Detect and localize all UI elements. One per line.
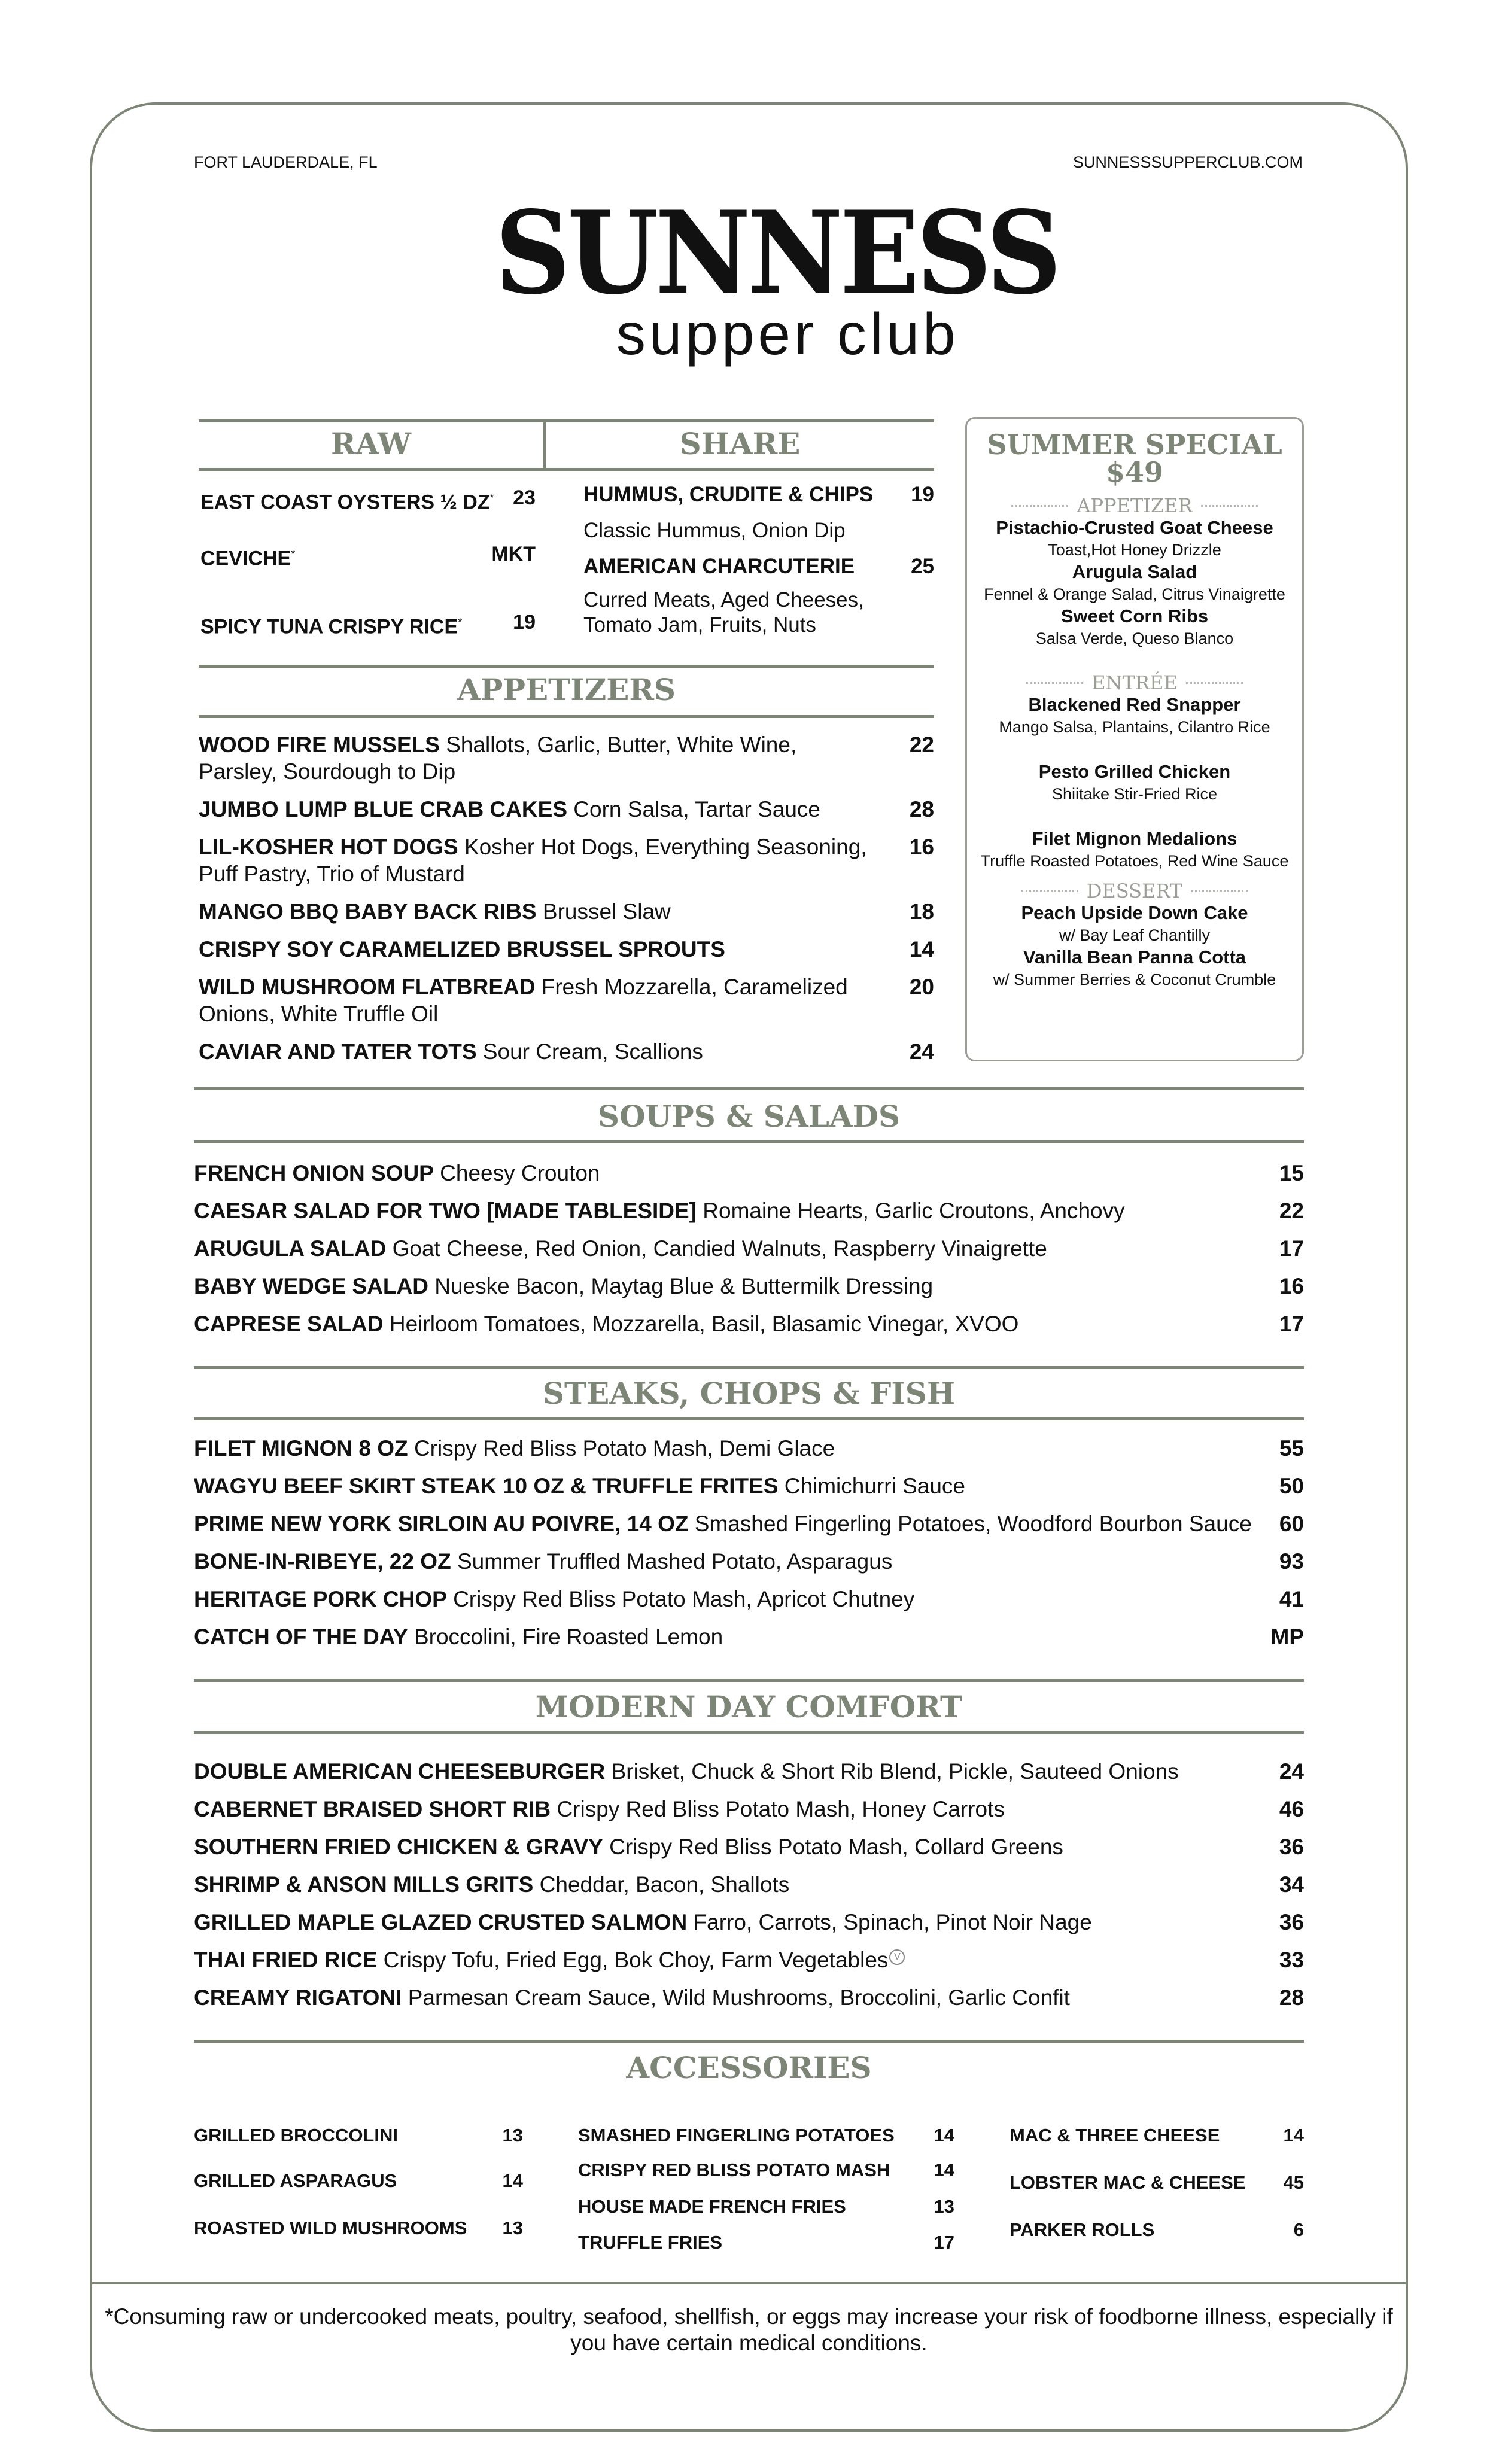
section-title-appetizers: APPETIZERS (457, 672, 676, 707)
item-price: 46 (1279, 1797, 1304, 1821)
accessory-item (194, 2124, 523, 2147)
item-name: TRUFFLE FRIES (578, 2232, 723, 2253)
course-heading (967, 495, 1302, 516)
item-price: 19 (911, 483, 934, 506)
accessory-item (578, 2195, 954, 2219)
item-name: CAESAR SALAD FOR TWO [MADE TABLESIDE] (194, 1198, 697, 1223)
item-name: DOUBLE AMERICAN CHEESEBURGER (194, 1759, 606, 1784)
item-name: SHRIMP & ANSON MILLS GRITS (194, 1872, 534, 1897)
divider (91, 2282, 1407, 2284)
item-text (194, 1871, 789, 1898)
dish-name: Vanilla Bean Panna Cotta (1023, 947, 1246, 968)
item-price: 24 (1279, 1759, 1304, 1784)
item-description: Goat Cheese, Red Onion, Candied Walnuts, Raspberry Vinaigrette (392, 1236, 1047, 1261)
item-text (194, 1310, 1018, 1337)
item-text (199, 796, 820, 823)
dish-description: Fennel & Orange Salad, Citrus Vinaigrette (984, 585, 1285, 603)
item-description: Corn Salsa, Tartar Sauce (573, 797, 820, 822)
item-name: THAI FRIED RICE (194, 1948, 378, 1972)
item-description: Shallots, Garlic, Butter, White Wine, Parsley, Sourdough to Dip (199, 732, 797, 784)
item-price: 17 (1279, 1312, 1304, 1336)
dish-description: Salsa Verde, Queso Blanco (1035, 629, 1234, 647)
menu-item (194, 1435, 1304, 1462)
menu-item (583, 481, 934, 508)
item-text (199, 974, 875, 1027)
item-name: CRISPY RED BLISS POTATO MASH (578, 2159, 890, 2180)
menu-item (194, 1796, 1304, 1823)
item-name: JUMBO LUMP BLUE CRAB CAKES (199, 797, 568, 822)
item-text (194, 1909, 1092, 1936)
item-description: Crispy Tofu, Fried Egg, Bok Choy, Farm Vegetables (383, 1948, 889, 1972)
menu-item (200, 485, 536, 516)
dotted-divider (1191, 890, 1248, 892)
item-price: 19 (513, 611, 536, 634)
item-price: 18 (909, 899, 934, 924)
section-title-raw: RAW (330, 426, 411, 461)
item-price: 33 (1279, 1948, 1304, 1972)
item-name-wrap (200, 541, 295, 572)
divider (194, 1087, 1304, 1090)
item-name: BABY WEDGE SALAD (194, 1274, 428, 1298)
item-text (199, 1038, 703, 1065)
menu-item (194, 1548, 1304, 1575)
item-price: 13 (934, 2196, 954, 2217)
item-description: Parmesan Cream Sauce, Wild Mushrooms, Broccolini, Garlic Confit (408, 1985, 1070, 2010)
item-price: 22 (909, 732, 934, 757)
menu-item (199, 833, 934, 887)
menu-item (199, 936, 934, 963)
item-name: ROASTED WILD MUSHROOMS (194, 2217, 467, 2238)
course-name: APPETIZER (1077, 494, 1193, 517)
item-name: AMERICAN CHARCUTERIE (583, 555, 855, 578)
menu-item (194, 1235, 1304, 1262)
menu-item (583, 553, 934, 580)
item-name: CRISPY SOY CARAMELIZED BRUSSEL SPROUTS (199, 937, 725, 962)
menu-item (194, 1833, 1304, 1860)
accessory-item (194, 2169, 523, 2193)
item-price: 36 (1279, 1835, 1304, 1859)
item-price: 14 (934, 2159, 954, 2180)
item-name: PARKER ROLLS (1010, 2219, 1155, 2240)
item-text (194, 1473, 965, 1499)
menu-item (194, 1273, 1304, 1300)
item-text (194, 1273, 933, 1300)
dish-name: Sweet Corn Ribs (1060, 606, 1209, 626)
item-name: CABERNET BRAISED SHORT RIB (194, 1797, 551, 1821)
section-title-soups-salads: SOUPS & SALADS (597, 1099, 901, 1134)
dotted-divider (1011, 505, 1068, 507)
appetizers-list (199, 731, 934, 1076)
dish-description: Shiitake Stir-Fried Rice (1051, 785, 1218, 803)
item-description: Classic Hummus, Onion Dip (583, 519, 846, 542)
divider (199, 468, 934, 471)
dish-description: w/ Summer Berries & Coconut Crumble (993, 971, 1276, 988)
menu-item (199, 1038, 934, 1065)
menu-item (194, 1160, 1304, 1187)
item-price: MP (1270, 1625, 1304, 1649)
divider (199, 715, 934, 718)
item-name: GRILLED ASPARAGUS (194, 2170, 397, 2191)
item-price: 23 (513, 486, 536, 509)
accessory-item (1010, 2218, 1304, 2242)
menu-item (194, 1623, 1304, 1650)
item-name-wrap (200, 485, 494, 516)
course-heading (967, 881, 1302, 901)
item-name: WOOD FIRE MUSSELS (199, 732, 440, 757)
item-price: 50 (1279, 1474, 1304, 1498)
divider (194, 1417, 1304, 1420)
item-name: SPICY TUNA CRISPY RICE (200, 615, 458, 638)
menu-item (194, 1871, 1304, 1898)
item-description: Curred Meats, Aged Cheeses, Tomato Jam, Fruits, Nuts (583, 588, 864, 637)
dish-name: Blackened Red Snapper (1028, 694, 1241, 715)
item-description: Heirloom Tomatoes, Mozzarella, Basil, Blasamic Vinegar, XVOO (389, 1312, 1019, 1336)
dish-description: Truffle Roasted Potatoes, Red Wine Sauce (980, 852, 1289, 870)
item-name: BONE-IN-RIBEYE, 22 OZ (194, 1549, 451, 1574)
item-price: 14 (1283, 2125, 1304, 2146)
item-text (194, 1548, 892, 1575)
item-price: MKT (491, 543, 536, 565)
item-price: 36 (1279, 1910, 1304, 1934)
accessory-item (194, 2216, 523, 2240)
item-description: Farro, Carrots, Spinach, Pinot Noir Nage (693, 1910, 1092, 1934)
item-price: 28 (909, 797, 934, 822)
item-price: 45 (1283, 2172, 1304, 2193)
item-name: CEVICHE (200, 547, 291, 570)
item-name: CAPRESE SALAD (194, 1312, 384, 1336)
item-name: HERITAGE PORK CHOP (194, 1587, 447, 1611)
dish-name: Pesto Grilled Chicken (1038, 761, 1231, 782)
item-price: 14 (909, 937, 934, 962)
course-name: ENTRÉE (1091, 671, 1178, 694)
item-description: Crispy Red Bliss Potato Mash, Demi Glace (413, 1436, 835, 1461)
menu-item (199, 796, 934, 823)
item-name: FRENCH ONION SOUP (194, 1161, 434, 1185)
item-price: 15 (1279, 1161, 1304, 1185)
item-name: CREAMY RIGATONI (194, 1985, 402, 2010)
item-price: 24 (909, 1039, 934, 1064)
menu-item (194, 1946, 1304, 1973)
dish-name: Filet Mignon Medalions (1032, 828, 1237, 849)
website[interactable]: SUNNESSSUPPERCLUB.COM (1072, 153, 1303, 171)
accessory-item (578, 2124, 954, 2147)
item-name: WAGYU BEEF SKIRT STEAK 10 OZ & TRUFFLE FRITES (194, 1474, 779, 1498)
dotted-divider (1021, 890, 1078, 892)
item-description: Brussel Slaw (542, 899, 671, 924)
item-text (194, 1796, 1005, 1823)
menu-item (194, 1909, 1304, 1936)
item-description: Crispy Red Bliss Potato Mash, Honey Carrots (557, 1797, 1005, 1821)
item-text (194, 1160, 600, 1187)
logo-main: SUNNESS (495, 186, 1059, 320)
item-price: 20 (909, 975, 934, 999)
item-price: 16 (909, 835, 934, 859)
item-name: LOBSTER MAC & CHEESE (1010, 2172, 1246, 2193)
item-name: SOUTHERN FRIED CHICKEN & GRAVY (194, 1835, 603, 1859)
item-description: Chimichurri Sauce (784, 1474, 965, 1498)
item-name: LIL-KOSHER HOT DOGS (199, 835, 458, 859)
item-name: ARUGULA SALAD (194, 1236, 387, 1261)
raw-marker: * (458, 616, 463, 628)
accessory-item (1010, 2171, 1304, 2195)
disclaimer: *Consuming raw or undercooked meats, poultry, seafood, shellfish, or eggs may increase your risk of foodborne illness, especially if you have certain medical conditions. (105, 2304, 1393, 2355)
summer-special-title: SUMMER SPECIAL (987, 428, 1282, 461)
item-price: 14 (934, 2125, 954, 2146)
item-name: MANGO BBQ BABY BACK RIBS (199, 899, 537, 924)
divider (194, 1140, 1304, 1143)
menu-item (199, 974, 934, 1027)
item-price: 93 (1279, 1549, 1304, 1574)
menu-item (194, 1984, 1304, 2011)
summer-special-price: $49 (1105, 456, 1164, 488)
item-price: 34 (1279, 1872, 1304, 1897)
item-price: 60 (1279, 1511, 1304, 1536)
item-description: Broccolini, Fire Roasted Lemon (413, 1625, 723, 1649)
item-text (194, 1235, 1047, 1262)
raw-marker: * (291, 548, 296, 560)
divider (194, 1679, 1304, 1682)
accessory-item (1010, 2124, 1304, 2147)
item-description: Nueske Bacon, Maytag Blue & Buttermilk Dressing (434, 1274, 934, 1298)
divider (194, 1731, 1304, 1734)
item-price: 55 (1279, 1436, 1304, 1461)
vegetarian-icon: V (889, 1949, 905, 1965)
summer-special-box (965, 417, 1304, 1061)
item-name: CATCH OF THE DAY (194, 1625, 408, 1649)
item-name: SMASHED FINGERLING POTATOES (578, 2125, 895, 2146)
divider (199, 665, 934, 668)
item-text (194, 1984, 1070, 2011)
item-text (194, 1946, 905, 1973)
item-price: 6 (1293, 2219, 1304, 2240)
item-text (194, 1623, 723, 1650)
course-heading (967, 673, 1302, 693)
menu-item (194, 1510, 1304, 1537)
section-title-steaks: STEAKS, CHOPS & FISH (542, 1376, 956, 1411)
menu-item (194, 1473, 1304, 1499)
item-description: Summer Truffled Mashed Potato, Asparagus (457, 1549, 893, 1574)
item-description: Brisket, Chuck & Short Rib Blend, Pickle, Sauteed Onions (611, 1759, 1179, 1784)
item-description: Fresh Mozzarella, Caramelized Onions, White Truffle Oil (199, 975, 848, 1026)
item-price: 28 (1279, 1985, 1304, 2010)
dish-name: Arugula Salad (1072, 561, 1197, 582)
section-title-share: SHARE (679, 426, 801, 461)
course-name: DESSERT (1086, 880, 1183, 902)
item-description: Smashed Fingerling Potatoes, Woodford Bourbon Sauce (694, 1511, 1252, 1536)
accessory-item (578, 2158, 954, 2182)
logo-sub: supper club (616, 301, 959, 367)
item-price: 14 (502, 2170, 523, 2191)
item-price: 25 (911, 555, 934, 578)
divider (194, 1366, 1304, 1369)
dotted-divider (1026, 682, 1083, 684)
dish-name: Pistachio-Crusted Goat Cheese (996, 517, 1273, 538)
item-name: WILD MUSHROOM FLATBREAD (199, 975, 536, 999)
item-text (194, 1586, 914, 1613)
dotted-divider (1201, 505, 1258, 507)
location: FORT LAUDERDALE, FL (194, 153, 378, 171)
item-price: 13 (502, 2125, 523, 2146)
item-text (199, 833, 875, 887)
menu-item (194, 1197, 1304, 1224)
item-text (199, 731, 875, 785)
menu-item (200, 541, 536, 572)
item-description: Cheddar, Bacon, Shallots (539, 1872, 790, 1897)
item-price: 17 (1279, 1236, 1304, 1261)
item-price: 13 (502, 2217, 523, 2238)
divider (199, 419, 934, 422)
item-price: 22 (1279, 1198, 1304, 1223)
item-description: Kosher Hot Dogs, Everything Seasoning, Puff Pastry, Trio of Mustard (199, 835, 867, 886)
raw-marker: * (489, 492, 494, 504)
menu-item (194, 1310, 1304, 1337)
menu-item (194, 1586, 1304, 1613)
dish-name: Peach Upside Down Cake (1021, 902, 1248, 923)
item-name: FILET MIGNON 8 OZ (194, 1436, 408, 1461)
item-name: HUMMUS, CRUDITE & CHIPS (583, 483, 874, 506)
item-text (199, 898, 671, 925)
item-description: Cheesy Crouton (440, 1161, 600, 1185)
item-text (199, 936, 725, 963)
menu-item (194, 1758, 1304, 1785)
item-text (194, 1833, 1063, 1860)
menu-item (199, 731, 934, 785)
item-name: PRIME NEW YORK SIRLOIN AU POIVRE, 14 OZ (194, 1511, 689, 1536)
item-description: Sour Cream, Scallions (482, 1039, 703, 1064)
item-description: Romaine Hearts, Garlic Croutons, Anchovy (703, 1198, 1125, 1223)
section-title-accessories: ACCESSORIES (626, 2050, 872, 2085)
accessory-item (578, 2231, 954, 2255)
item-name: GRILLED BROCCOLINI (194, 2125, 398, 2146)
dotted-divider (1186, 682, 1243, 684)
menu-item (200, 609, 536, 640)
item-text (194, 1758, 1179, 1785)
divider (194, 2040, 1304, 2043)
item-description: Crispy Red Bliss Potato Mash, Collard Greens (609, 1835, 1063, 1859)
item-price: 16 (1279, 1274, 1304, 1298)
item-price: 17 (934, 2232, 954, 2253)
section-title-comfort: MODERN DAY COMFORT (535, 1689, 963, 1724)
item-name: HOUSE MADE FRENCH FRIES (578, 2196, 846, 2217)
item-text (194, 1197, 1125, 1224)
item-description: Crispy Red Bliss Potato Mash, Apricot Chutney (453, 1587, 915, 1611)
item-price: 41 (1279, 1587, 1304, 1611)
item-text (194, 1435, 835, 1462)
item-name-wrap (200, 609, 462, 640)
item-name: EAST COAST OYSTERS ½ DZ (200, 491, 490, 514)
item-name: MAC & THREE CHEESE (1010, 2125, 1220, 2146)
item-name: CAVIAR AND TATER TOTS (199, 1039, 477, 1064)
item-name: GRILLED MAPLE GLAZED CRUSTED SALMON (194, 1910, 688, 1934)
dish-description: Mango Salsa, Plantains, Cilantro Rice (999, 718, 1270, 736)
dish-description: w/ Bay Leaf Chantilly (1059, 926, 1211, 944)
menu-item (199, 898, 934, 925)
dish-description: Toast,Hot Honey Drizzle (1048, 541, 1221, 559)
item-text (194, 1510, 1252, 1537)
